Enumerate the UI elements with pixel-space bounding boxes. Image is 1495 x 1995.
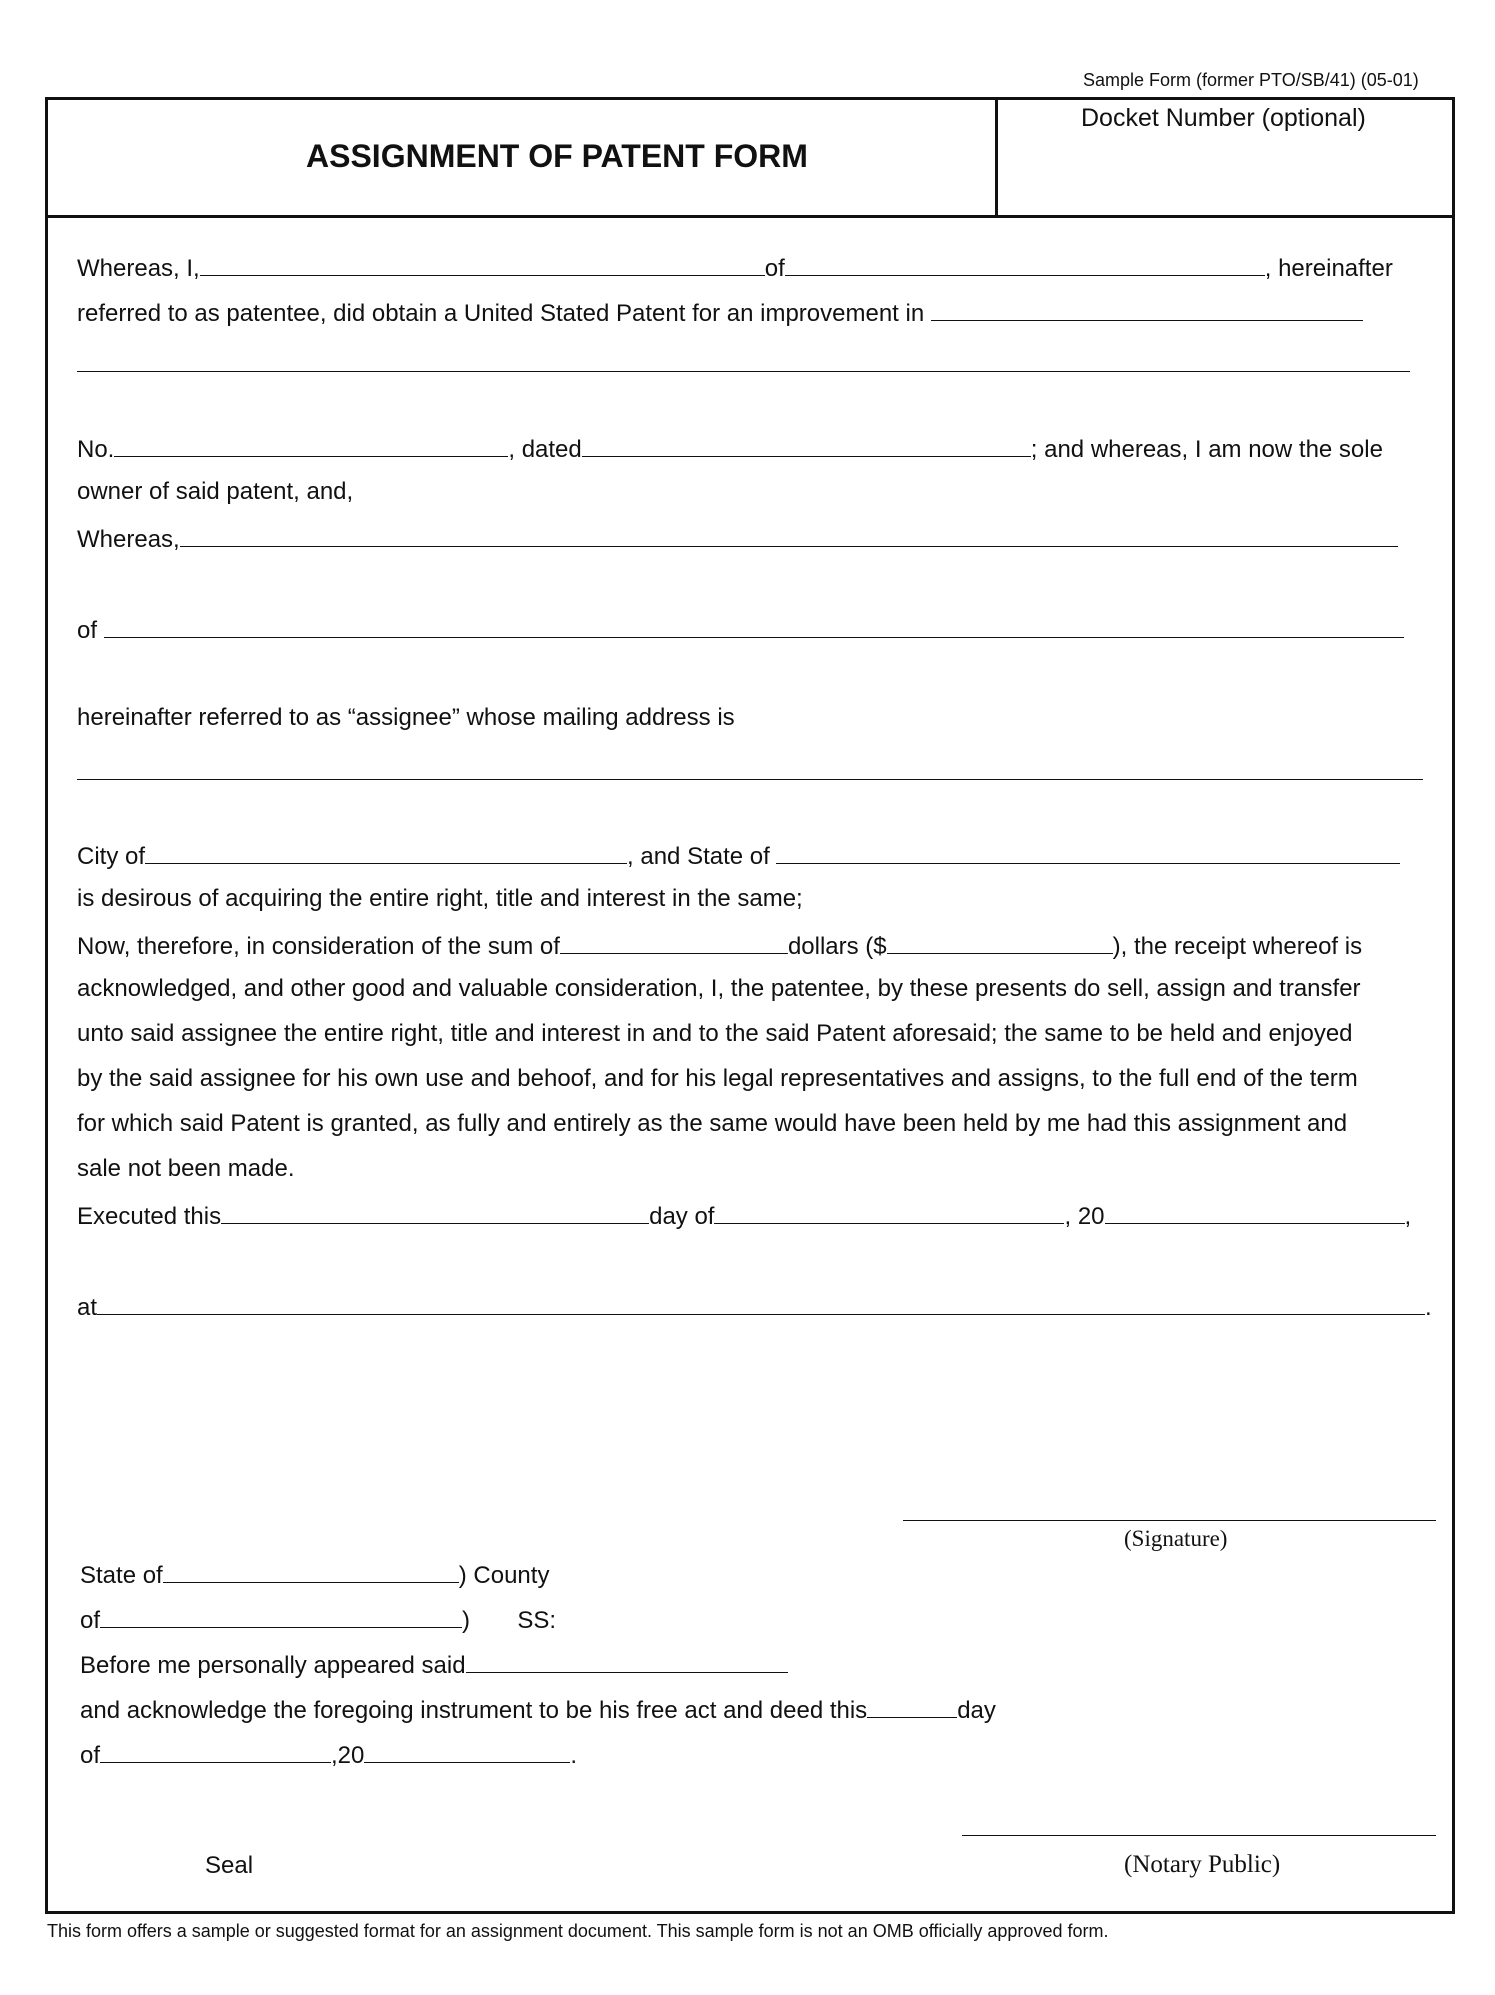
- executed-place-field[interactable]: [97, 1290, 1425, 1315]
- patentee-name-field[interactable]: [200, 251, 765, 276]
- ss-label: SS:: [517, 1607, 557, 1634]
- receipt-label: ), the receipt whereof is: [1112, 933, 1363, 960]
- city-of-label: City of: [77, 843, 146, 870]
- ss-paren: ): [462, 1607, 471, 1634]
- consideration-line: [77, 929, 1362, 962]
- assignee-name-field[interactable]: [180, 522, 1398, 547]
- paragraph-line-5: sale not been made.: [77, 1155, 295, 1182]
- form-title: ASSIGNMENT OF PATENT FORM: [306, 138, 808, 174]
- notary-month-field[interactable]: [100, 1738, 331, 1763]
- at-period: .: [1425, 1294, 1432, 1321]
- notary-date-line: [80, 1738, 577, 1771]
- notary-signature-line[interactable]: [962, 1835, 1436, 1836]
- improvement-field-continued[interactable]: [77, 371, 1410, 372]
- of-line-label: of: [77, 617, 98, 644]
- no-label: No.: [77, 436, 115, 463]
- and-state-of-label: , and State of: [627, 843, 770, 870]
- appeared-name-field[interactable]: [466, 1648, 788, 1673]
- sole-owner-label: ; and whereas, I am now the sole: [1030, 436, 1383, 463]
- now-therefore-label: Now, therefore, in consideration of the sum of: [77, 933, 560, 960]
- appeared-line: [80, 1648, 788, 1681]
- patent-date-field[interactable]: [582, 432, 1031, 457]
- paragraph-line-4: for which said Patent is granted, as fully and entirely as the same would have been held by me had this assignment and: [77, 1110, 1348, 1137]
- assignee-address-text: hereinafter referred to as “assignee” whose mailing address is: [77, 704, 735, 731]
- assignee-name-line: [77, 522, 1398, 555]
- acknowledge-label: and acknowledge the foregoing instrument to be his free act and deed this: [80, 1697, 868, 1724]
- notary-year-field[interactable]: [364, 1738, 570, 1763]
- patent-number-line: [77, 432, 1383, 465]
- notary-state-field[interactable]: [163, 1558, 459, 1583]
- paragraph-line-2: unto said assignee the entire right, title and interest in and to the said Patent aforesaid; the same to be held and enjoyed: [77, 1020, 1353, 1047]
- header-vertical-divider: [995, 97, 998, 217]
- of-label: of: [764, 255, 785, 282]
- hereinafter-label: , hereinafter: [1264, 255, 1393, 282]
- improvement-field[interactable]: [931, 296, 1363, 321]
- executed-day-field[interactable]: [221, 1199, 649, 1224]
- notary-public-label: (Notary Public): [1124, 1851, 1281, 1878]
- notary-county-field[interactable]: [100, 1603, 462, 1628]
- twenty-label: , 20: [1064, 1203, 1105, 1230]
- executed-year-field[interactable]: [1105, 1199, 1405, 1224]
- signature-line[interactable]: [903, 1520, 1436, 1521]
- county-label: ) County: [458, 1562, 550, 1589]
- patentee-address-field[interactable]: [785, 251, 1265, 276]
- owner-of-patent-text: owner of said patent, and,: [77, 478, 354, 505]
- comma-label: ,: [1404, 1203, 1412, 1230]
- notary-day-field[interactable]: [867, 1693, 957, 1718]
- signature-label: (Signature): [1124, 1526, 1228, 1551]
- docket-number-label: Docket Number (optional): [1081, 104, 1366, 132]
- whereas-label: Whereas,: [77, 526, 180, 553]
- executed-at-line: [77, 1290, 1432, 1323]
- assignee-location-field[interactable]: [104, 613, 1404, 638]
- acknowledge-line: [80, 1693, 996, 1726]
- city-state-line: [77, 839, 1400, 872]
- state-field[interactable]: [776, 839, 1400, 864]
- sum-amount-field[interactable]: [887, 929, 1113, 954]
- before-me-label: Before me personally appeared said: [80, 1652, 466, 1679]
- executed-month-field[interactable]: [714, 1199, 1064, 1224]
- form-border: [45, 97, 1455, 1914]
- notary-of2-label: of: [80, 1742, 101, 1769]
- paragraph-line-3: by the said assignee for his own use and behoof, and for his legal representatives and assigns, to the full end of the term: [77, 1065, 1358, 1092]
- whereas-line: [77, 251, 1393, 284]
- at-label: at: [77, 1294, 98, 1321]
- footer-note: This form offers a sample or suggested format for an assignment document. This sample form is not an OMB officially approved form.: [47, 1921, 1109, 1941]
- assignee-mailing-address-field[interactable]: [77, 779, 1423, 780]
- executed-line: [77, 1199, 1411, 1232]
- notary-state-of-label: State of: [80, 1562, 163, 1589]
- whereas-i-label: Whereas, I,: [77, 255, 200, 282]
- paragraph-line-1: acknowledged, and other good and valuable consideration, I, the patentee, by these presents do sell, assign and transfer: [77, 975, 1361, 1002]
- day-of-label: day of: [649, 1203, 715, 1230]
- city-field[interactable]: [145, 839, 627, 864]
- notary-of-label: of: [80, 1607, 101, 1634]
- notary-county-line: [80, 1603, 556, 1636]
- referred-patentee-label: referred to as patentee, did obtain a United Stated Patent for an improvement in: [77, 300, 925, 327]
- notary-day-label: day: [957, 1697, 996, 1724]
- seal-label: Seal: [205, 1852, 254, 1879]
- assignee-of-line: [77, 613, 1404, 646]
- improvement-line: [77, 296, 1363, 329]
- form-sample-label: Sample Form (former PTO/SB/41) (05-01): [1083, 70, 1419, 90]
- notary-state-line: [80, 1558, 549, 1591]
- sum-words-field[interactable]: [560, 929, 788, 954]
- executed-this-label: Executed this: [77, 1203, 222, 1230]
- header-divider: [45, 215, 1455, 218]
- notary-twenty-label: ,20: [331, 1742, 365, 1769]
- dated-label: , dated: [508, 436, 582, 463]
- patent-number-field[interactable]: [114, 432, 508, 457]
- docket-number-field[interactable]: [1002, 140, 1450, 212]
- dollars-label: dollars ($: [787, 933, 887, 960]
- notary-period: .: [570, 1742, 578, 1769]
- desirous-text: is desirous of acquiring the entire right, title and interest in the same;: [77, 885, 803, 912]
